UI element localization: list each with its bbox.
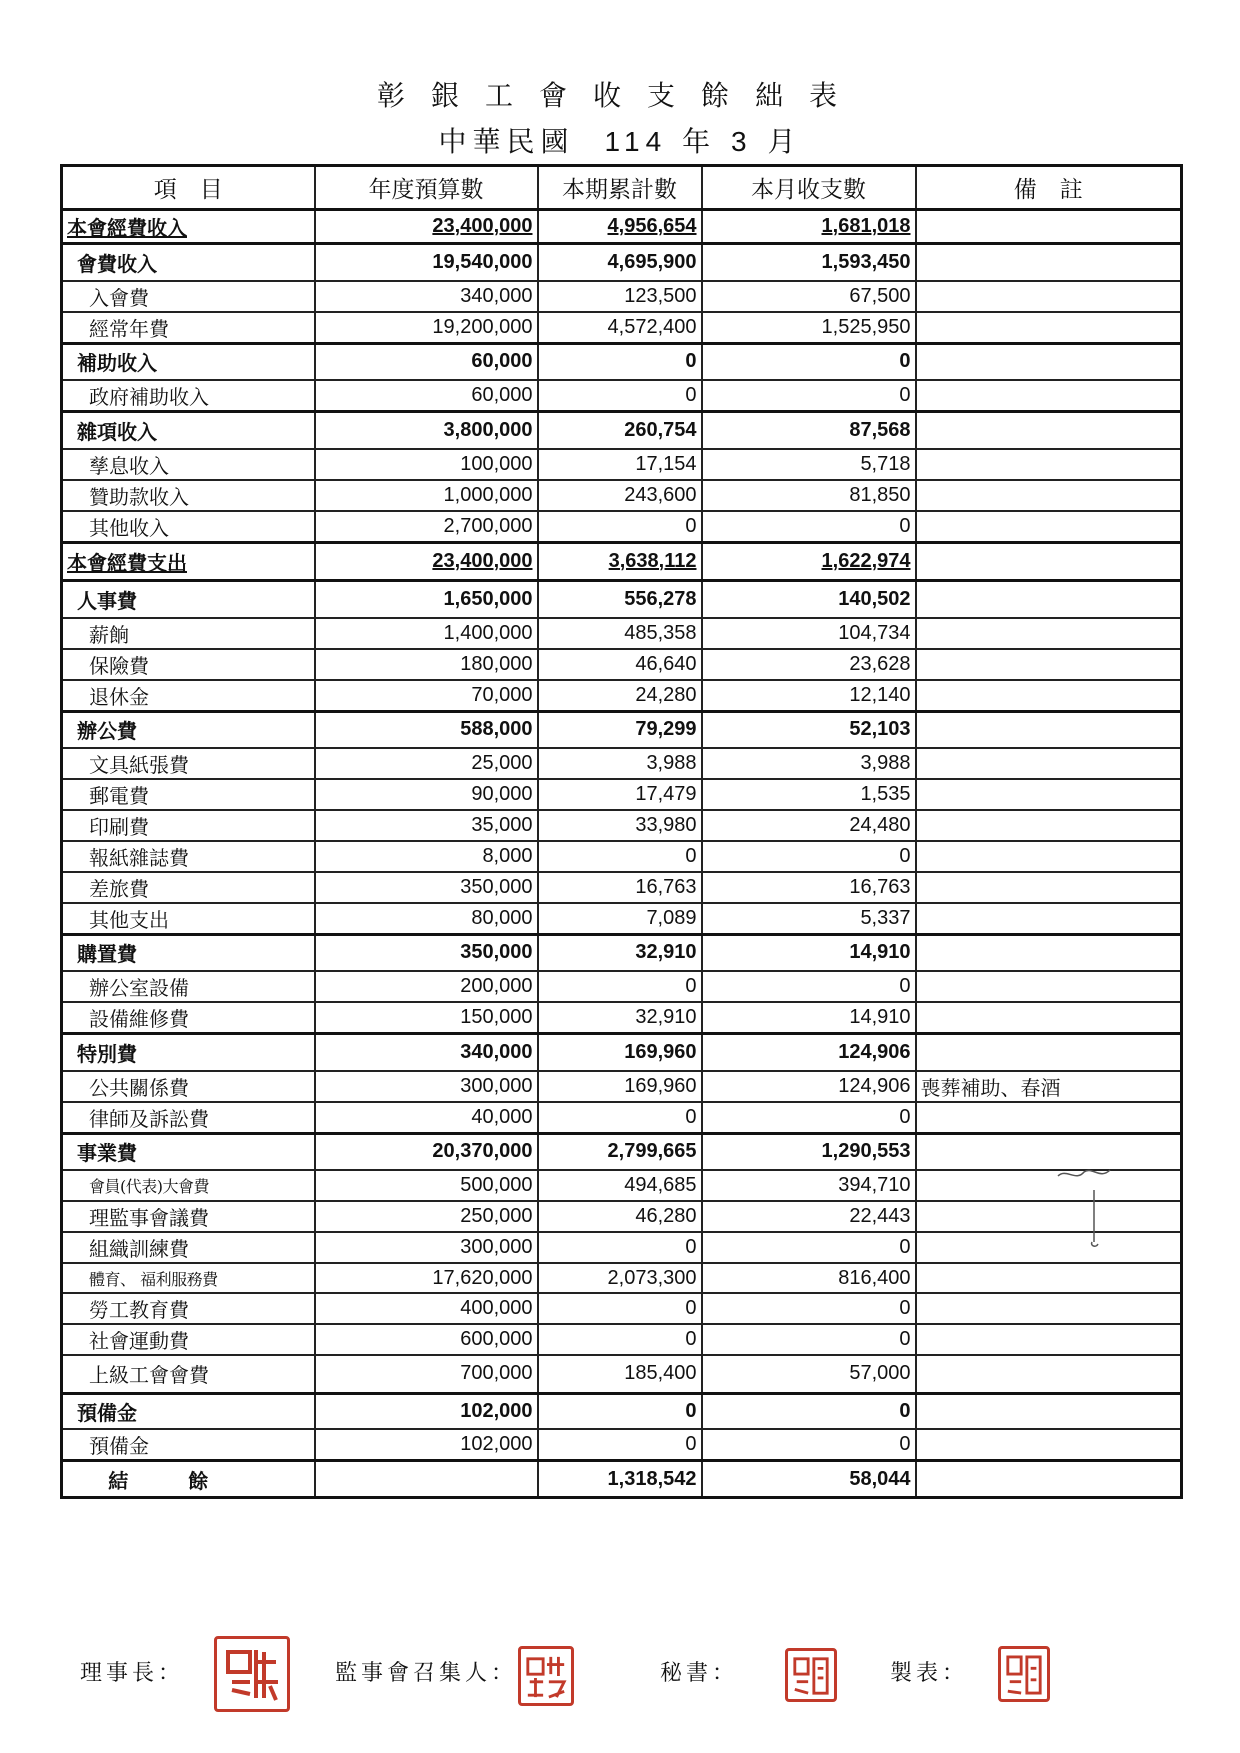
row-cumulative-value: 1,318,542	[538, 1461, 702, 1498]
row-item-label: 本會經費收入	[62, 210, 315, 244]
row-note	[916, 580, 1182, 618]
row-monthly-value: 394,710	[702, 1170, 916, 1201]
row-note	[916, 480, 1182, 511]
row-cumulative-value: 17,479	[538, 779, 702, 810]
row-cumulative-value: 0	[538, 1393, 702, 1429]
row-note	[916, 1429, 1182, 1461]
chairman-label: 理事長：	[80, 1661, 185, 1686]
table-header-row	[62, 166, 1182, 210]
row-budget-value: 17,620,000	[315, 1263, 538, 1293]
row-item-label: 人事費	[62, 580, 315, 618]
row-note	[916, 511, 1182, 543]
row-cumulative-value: 46,280	[538, 1201, 702, 1232]
row-cumulative-value: 0	[538, 343, 702, 380]
row-monthly-value: 0	[702, 1102, 916, 1134]
row-budget-value: 200,000	[315, 971, 538, 1002]
row-budget-value: 100,000	[315, 449, 538, 480]
row-budget-value: 300,000	[315, 1232, 538, 1263]
row-note	[916, 903, 1182, 935]
row-item-label: 上級工會會費	[62, 1355, 315, 1393]
row-budget-value: 700,000	[315, 1355, 538, 1393]
row-note	[916, 449, 1182, 480]
row-monthly-value: 22,443	[702, 1201, 916, 1232]
row-cumulative-value: 3,638,112	[538, 542, 702, 580]
row-cumulative-value: 0	[538, 841, 702, 872]
row-monthly-value: 1,535	[702, 779, 916, 810]
row-budget-value	[315, 1461, 538, 1498]
table-row	[62, 210, 1182, 244]
row-cumulative-value: 0	[538, 1324, 702, 1355]
report-period	[0, 120, 1240, 160]
row-item-label: 雜項收入	[62, 412, 315, 449]
row-monthly-value: 816,400	[702, 1263, 916, 1293]
row-item-label: 公共關係費	[62, 1071, 315, 1102]
row-item-label: 結餘	[62, 1461, 315, 1498]
row-budget-value: 19,540,000	[315, 244, 538, 281]
table-row	[62, 1034, 1182, 1071]
row-monthly-value: 1,593,450	[702, 244, 916, 281]
row-monthly-value: 52,103	[702, 712, 916, 748]
row-cumulative-value: 2,799,665	[538, 1133, 702, 1170]
row-note	[916, 1232, 1182, 1263]
row-note	[916, 872, 1182, 903]
row-note	[916, 748, 1182, 779]
row-budget-value: 102,000	[315, 1429, 538, 1461]
table-row	[62, 343, 1182, 380]
row-budget-value: 60,000	[315, 343, 538, 380]
table-row	[62, 841, 1182, 872]
table-row	[62, 1324, 1182, 1355]
col-header-item: 項 目	[62, 166, 315, 210]
table-row	[62, 1232, 1182, 1263]
row-monthly-value: 3,988	[702, 748, 916, 779]
row-budget-value: 400,000	[315, 1293, 538, 1324]
row-note	[916, 380, 1182, 412]
report-title: 彰銀工會收支餘絀表	[376, 79, 863, 112]
row-monthly-value: 1,290,553	[702, 1133, 916, 1170]
row-monthly-value: 1,681,018	[702, 210, 916, 244]
row-note	[916, 210, 1182, 244]
table-row	[62, 449, 1182, 480]
row-cumulative-value: 24,280	[538, 680, 702, 712]
row-cumulative-value: 0	[538, 1232, 702, 1263]
row-item-label: 薪餉	[62, 618, 315, 649]
row-budget-value: 3,800,000	[315, 412, 538, 449]
row-item-label: 設備維修費	[62, 1002, 315, 1034]
row-cumulative-value: 4,695,900	[538, 244, 702, 281]
row-monthly-value: 23,628	[702, 649, 916, 680]
row-cumulative-value: 46,640	[538, 649, 702, 680]
row-monthly-value: 0	[702, 1293, 916, 1324]
row-note	[916, 1133, 1182, 1170]
row-cumulative-value: 260,754	[538, 412, 702, 449]
row-note	[916, 779, 1182, 810]
row-cumulative-value: 556,278	[538, 580, 702, 618]
row-cumulative-value: 169,960	[538, 1034, 702, 1071]
row-budget-value: 8,000	[315, 841, 538, 872]
row-item-label: 報紙雜誌費	[62, 841, 315, 872]
row-cumulative-value: 4,956,654	[538, 210, 702, 244]
col-header-cumulative: 本期累計數	[538, 166, 702, 210]
row-item-label: 勞工教育費	[62, 1293, 315, 1324]
row-item-label: 會員(代表)大會費	[62, 1170, 315, 1201]
row-budget-value: 588,000	[315, 712, 538, 748]
row-item-label: 理監事會議費	[62, 1201, 315, 1232]
table-row	[62, 810, 1182, 841]
row-item-label: 其他支出	[62, 903, 315, 935]
row-monthly-value: 0	[702, 1324, 916, 1355]
row-item-label: 預備金	[62, 1429, 315, 1461]
row-monthly-value: 0	[702, 1232, 916, 1263]
row-budget-value: 20,370,000	[315, 1133, 538, 1170]
row-budget-value: 80,000	[315, 903, 538, 935]
table-row	[62, 312, 1182, 344]
row-budget-value: 102,000	[315, 1393, 538, 1429]
row-cumulative-value: 16,763	[538, 872, 702, 903]
supervisor-label: 監事會召集人：	[335, 1661, 518, 1686]
table-row	[62, 1355, 1182, 1393]
period-prefix: 中華民國	[438, 125, 575, 158]
row-note	[916, 971, 1182, 1002]
row-cumulative-value: 0	[538, 1102, 702, 1134]
row-item-label: 會費收入	[62, 244, 315, 281]
row-monthly-value: 0	[702, 1429, 916, 1461]
table-row	[62, 1133, 1182, 1170]
row-cumulative-value: 4,572,400	[538, 312, 702, 344]
row-budget-value: 23,400,000	[315, 210, 538, 244]
row-note	[916, 680, 1182, 712]
preparer-seal-mark	[1004, 1652, 1044, 1698]
row-monthly-value: 1,622,974	[702, 542, 916, 580]
row-budget-value: 500,000	[315, 1170, 538, 1201]
table-row	[62, 1201, 1182, 1232]
row-cumulative-value: 0	[538, 1429, 702, 1461]
row-budget-value: 180,000	[315, 649, 538, 680]
period-year: 114	[604, 126, 668, 157]
row-item-label: 事業費	[62, 1133, 315, 1170]
row-item-label: 辦公費	[62, 712, 315, 748]
row-monthly-value: 14,910	[702, 1002, 916, 1034]
row-note	[916, 312, 1182, 344]
row-item-label: 組織訓練費	[62, 1232, 315, 1263]
row-cumulative-value: 0	[538, 511, 702, 543]
row-item-label: 本會經費支出	[62, 542, 315, 580]
row-note	[916, 649, 1182, 680]
table-row	[62, 779, 1182, 810]
row-budget-value: 70,000	[315, 680, 538, 712]
row-cumulative-value: 2,073,300	[538, 1263, 702, 1293]
row-note	[916, 1461, 1182, 1498]
row-note	[916, 281, 1182, 312]
row-cumulative-value: 33,980	[538, 810, 702, 841]
table-row	[62, 1102, 1182, 1134]
row-monthly-value: 14,910	[702, 934, 916, 971]
row-monthly-value: 87,568	[702, 412, 916, 449]
row-budget-value: 40,000	[315, 1102, 538, 1134]
row-note	[916, 1034, 1182, 1071]
row-budget-value: 340,000	[315, 281, 538, 312]
row-monthly-value: 5,337	[702, 903, 916, 935]
row-note	[916, 412, 1182, 449]
row-monthly-value: 16,763	[702, 872, 916, 903]
row-monthly-value: 1,525,950	[702, 312, 916, 344]
table-row	[62, 1461, 1182, 1498]
row-item-label: 退休金	[62, 680, 315, 712]
table-row	[62, 903, 1182, 935]
row-cumulative-value: 123,500	[538, 281, 702, 312]
row-monthly-value: 0	[702, 511, 916, 543]
row-note	[916, 1263, 1182, 1293]
table-row	[62, 971, 1182, 1002]
row-item-label: 文具紙張費	[62, 748, 315, 779]
row-budget-value: 19,200,000	[315, 312, 538, 344]
row-cumulative-value: 0	[538, 1293, 702, 1324]
row-note	[916, 343, 1182, 380]
row-note	[916, 1355, 1182, 1393]
secretary-seal-mark	[791, 1654, 831, 1698]
row-item-label: 其他收入	[62, 511, 315, 543]
period-month-unit: 月	[767, 125, 802, 158]
row-cumulative-value: 79,299	[538, 712, 702, 748]
col-header-budget: 年度預算數	[315, 166, 538, 210]
row-cumulative-value: 185,400	[538, 1355, 702, 1393]
table-row	[62, 244, 1182, 281]
row-cumulative-value: 3,988	[538, 748, 702, 779]
row-note	[916, 542, 1182, 580]
row-budget-value: 90,000	[315, 779, 538, 810]
row-monthly-value: 0	[702, 343, 916, 380]
row-budget-value: 60,000	[315, 380, 538, 412]
row-note	[916, 1201, 1182, 1232]
table-row	[62, 934, 1182, 971]
row-note	[916, 1293, 1182, 1324]
row-monthly-value: 104,734	[702, 618, 916, 649]
row-budget-value: 350,000	[315, 934, 538, 971]
row-cumulative-value: 0	[538, 971, 702, 1002]
row-note	[916, 841, 1182, 872]
row-budget-value: 23,400,000	[315, 542, 538, 580]
row-monthly-value: 0	[702, 971, 916, 1002]
col-header-note: 備 註	[916, 166, 1182, 210]
table-row	[62, 1429, 1182, 1461]
table-row	[62, 1071, 1182, 1102]
table-row	[62, 380, 1182, 412]
row-note	[916, 618, 1182, 649]
row-item-label: 保險費	[62, 649, 315, 680]
row-budget-value: 35,000	[315, 810, 538, 841]
col-header-monthly: 本月收支數	[702, 166, 916, 210]
table-row	[62, 712, 1182, 748]
row-note	[916, 712, 1182, 748]
table-row	[62, 1170, 1182, 1201]
row-budget-value: 2,700,000	[315, 511, 538, 543]
table-row	[62, 748, 1182, 779]
row-monthly-value: 58,044	[702, 1461, 916, 1498]
table-row	[62, 680, 1182, 712]
row-monthly-value: 0	[702, 380, 916, 412]
row-monthly-value: 0	[702, 841, 916, 872]
row-item-label: 入會費	[62, 281, 315, 312]
handwritten-mark	[1054, 1162, 1124, 1252]
row-item-label: 預備金	[62, 1393, 315, 1429]
row-item-label: 差旅費	[62, 872, 315, 903]
supervisor-seal	[518, 1646, 574, 1706]
row-monthly-value: 67,500	[702, 281, 916, 312]
chairman-seal-mark	[220, 1642, 284, 1706]
row-budget-value: 300,000	[315, 1071, 538, 1102]
row-budget-value: 1,000,000	[315, 480, 538, 511]
row-cumulative-value: 32,910	[538, 934, 702, 971]
table-row	[62, 480, 1182, 511]
row-cumulative-value: 169,960	[538, 1071, 702, 1102]
row-item-label: 體育、 福利服務費	[62, 1263, 315, 1293]
row-monthly-value: 81,850	[702, 480, 916, 511]
row-item-label: 律師及訴訟費	[62, 1102, 315, 1134]
period-month: 3	[730, 126, 753, 157]
table-row	[62, 412, 1182, 449]
row-note	[916, 1324, 1182, 1355]
row-budget-value: 350,000	[315, 872, 538, 903]
row-item-label: 購置費	[62, 934, 315, 971]
row-item-label: 印刷費	[62, 810, 315, 841]
table-row	[62, 1263, 1182, 1293]
secretary-label: 秘書：	[660, 1661, 739, 1686]
row-cumulative-value: 243,600	[538, 480, 702, 511]
table-row	[62, 1002, 1182, 1034]
row-monthly-value: 24,480	[702, 810, 916, 841]
supervisor-seal-mark	[524, 1652, 568, 1702]
row-item-label: 補助收入	[62, 343, 315, 380]
table-row	[62, 618, 1182, 649]
row-item-label: 特別費	[62, 1034, 315, 1071]
income-expense-table	[60, 164, 1183, 1499]
row-cumulative-value: 32,910	[538, 1002, 702, 1034]
row-cumulative-value: 494,685	[538, 1170, 702, 1201]
row-budget-value: 250,000	[315, 1201, 538, 1232]
row-cumulative-value: 0	[538, 380, 702, 412]
table-row	[62, 872, 1182, 903]
row-note	[916, 244, 1182, 281]
row-budget-value: 1,400,000	[315, 618, 538, 649]
row-budget-value: 600,000	[315, 1324, 538, 1355]
row-item-label: 經常年費	[62, 312, 315, 344]
row-budget-value: 25,000	[315, 748, 538, 779]
table-body	[62, 210, 1182, 1498]
period-year-unit: 年	[682, 125, 717, 158]
row-item-label: 辦公室設備	[62, 971, 315, 1002]
table-row	[62, 1293, 1182, 1324]
table-row	[62, 542, 1182, 580]
row-note	[916, 1170, 1182, 1201]
row-note: 喪葬補助、春酒	[916, 1071, 1182, 1102]
row-note	[916, 934, 1182, 971]
preparer-label: 製表：	[890, 1661, 969, 1686]
row-monthly-value: 0	[702, 1393, 916, 1429]
row-budget-value: 340,000	[315, 1034, 538, 1071]
row-monthly-value: 5,718	[702, 449, 916, 480]
table-row	[62, 281, 1182, 312]
secretary-seal	[785, 1648, 837, 1702]
row-item-label: 郵電費	[62, 779, 315, 810]
preparer-seal	[998, 1646, 1050, 1702]
row-note	[916, 810, 1182, 841]
row-monthly-value: 124,906	[702, 1071, 916, 1102]
row-item-label: 孳息收入	[62, 449, 315, 480]
row-item-label: 社會運動費	[62, 1324, 315, 1355]
row-note	[916, 1002, 1182, 1034]
row-item-label: 政府補助收入	[62, 380, 315, 412]
row-note	[916, 1102, 1182, 1134]
table-row	[62, 511, 1182, 543]
row-budget-value: 150,000	[315, 1002, 538, 1034]
table-row	[62, 580, 1182, 618]
row-budget-value: 1,650,000	[315, 580, 538, 618]
row-monthly-value: 124,906	[702, 1034, 916, 1071]
row-cumulative-value: 7,089	[538, 903, 702, 935]
row-monthly-value: 57,000	[702, 1355, 916, 1393]
row-monthly-value: 140,502	[702, 580, 916, 618]
chairman-seal	[214, 1636, 290, 1712]
row-cumulative-value: 485,358	[538, 618, 702, 649]
table-row	[62, 1393, 1182, 1429]
row-monthly-value: 12,140	[702, 680, 916, 712]
row-note	[916, 1393, 1182, 1429]
row-cumulative-value: 17,154	[538, 449, 702, 480]
row-item-label: 贊助款收入	[62, 480, 315, 511]
table-row	[62, 649, 1182, 680]
